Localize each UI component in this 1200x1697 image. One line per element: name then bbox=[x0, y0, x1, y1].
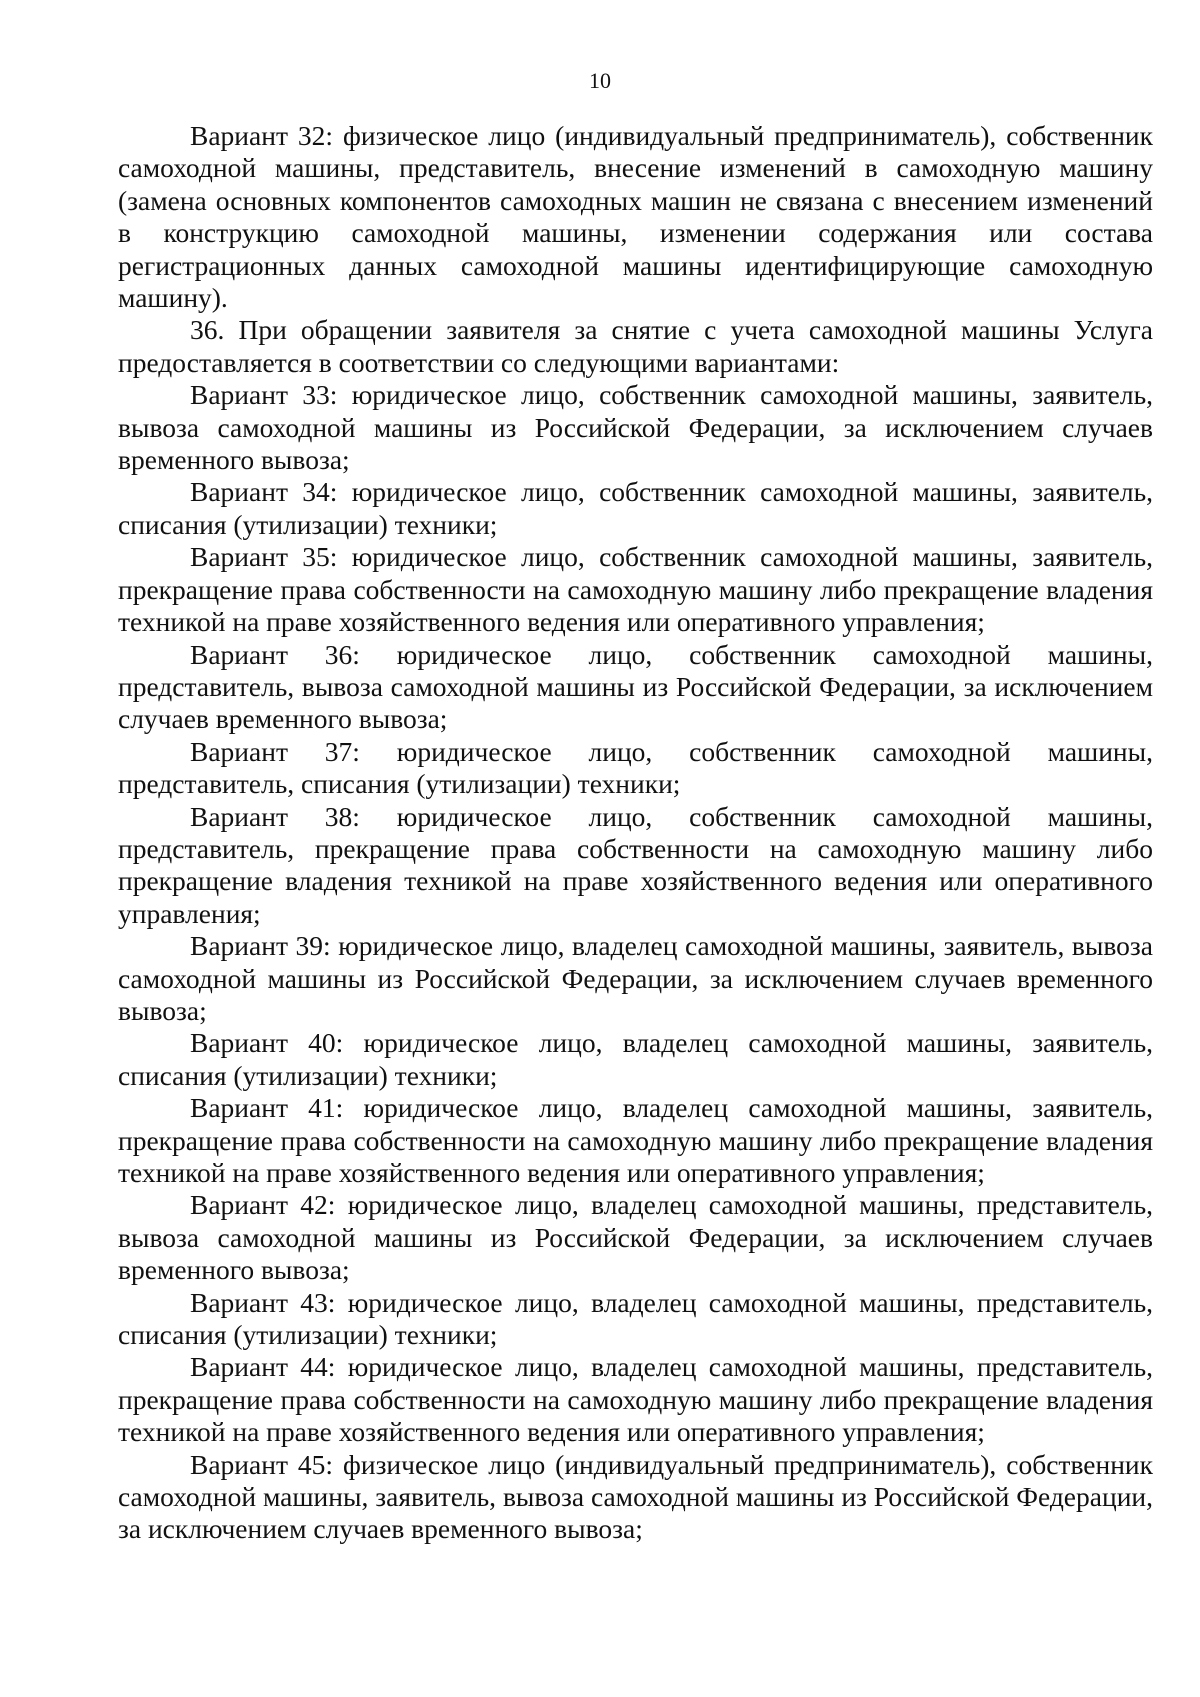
paragraph-variant-34: Вариант 34: юридическое лицо, собственник самоходной машины, заявитель, списания (утилизации) техники; bbox=[118, 476, 1153, 540]
paragraph-variant-43: Вариант 43: юридическое лицо, владелец самоходной машины, представитель, списания (утилизации) техники; bbox=[118, 1286, 1153, 1351]
paragraph-variant-37: Вариант 37: юридическое лицо, собственник самоходной машины, представитель, списания (утилизации) техники; bbox=[118, 735, 1153, 800]
paragraph-variant-33: Вариант 33: юридическое лицо, собственник самоходной машины, заявитель, вывоза самоходной машины из Российской Федерации, за исключением случаев временного вывоза; bbox=[118, 379, 1153, 476]
paragraph-variant-36: Вариант 36: юридическое лицо, собственник самоходной машины, представитель, вывоза самоходной машины из Российской Федерации, за исключением случаев временного вывоза; bbox=[118, 638, 1153, 735]
page-number: 10 bbox=[589, 68, 611, 93]
paragraph-variant-40: Вариант 40: юридическое лицо, владелец самоходной машины, заявитель, списания (утилизации) техники; bbox=[118, 1027, 1153, 1091]
paragraph-variant-39: Вариант 39: юридическое лицо, владелец самоходной машины, заявитель, вывоза самоходной машины из Российской Федерации, за исключением случаев временного вывоза; bbox=[118, 930, 1153, 1026]
paragraph-variant-41: Вариант 41: юридическое лицо, владелец самоходной машины, заявитель, прекращение права собственности на самоходную машину либо прекращение владения техникой на праве хозяйственного ведения или оперативного управления; bbox=[118, 1092, 1153, 1188]
paragraph-variant-45: Вариант 45: физическое лицо (индивидуальный предприниматель), собственник самоходной машины, заявитель, вывоза самоходной машины из Российской Федерации, за исключением случаев временного вывоза; bbox=[118, 1448, 1153, 1545]
document-body bbox=[118, 120, 1153, 1546]
paragraph-variant-35: Вариант 35: юридическое лицо, собственник самоходной машины, заявитель, прекращение права собственности на самоходную машину либо прекращение владения техникой на праве хозяйственного ведения или оперативного управления; bbox=[118, 541, 1153, 638]
paragraph-variant-44: Вариант 44: юридическое лицо, владелец самоходной машины, представитель, прекращение права собственности на самоходную машину либо прекращение владения техникой на праве хозяйственного ведения или оперативного управления; bbox=[118, 1351, 1153, 1448]
paragraph-variant-32: Вариант 32: физическое лицо (индивидуальный предприниматель), собственник самоходной машины, представитель, внесение изменений в самоходную машину (замена основных компонентов самоходных машин не связана с внесением изменений в конструкцию самоходной машины, изменении содержания или состава регистрационных данных самоходной машины идентифицирующие самоходную машину). bbox=[118, 120, 1153, 314]
paragraph-clause-36: 36. При обращении заявителя за снятие с учета самоходной машины Услуга предоставляется в соответствии со следующими вариантами: bbox=[118, 314, 1153, 378]
paragraph-variant-42: Вариант 42: юридическое лицо, владелец самоходной машины, представитель, вывоза самоходной машины из Российской Федерации, за исключением случаев временного вывоза; bbox=[118, 1189, 1153, 1286]
paragraph-variant-38: Вариант 38: юридическое лицо, собственник самоходной машины, представитель, прекращение права собственности на самоходную машину либо прекращение владения техникой на праве хозяйственного ведения или оперативного управления; bbox=[118, 800, 1153, 929]
